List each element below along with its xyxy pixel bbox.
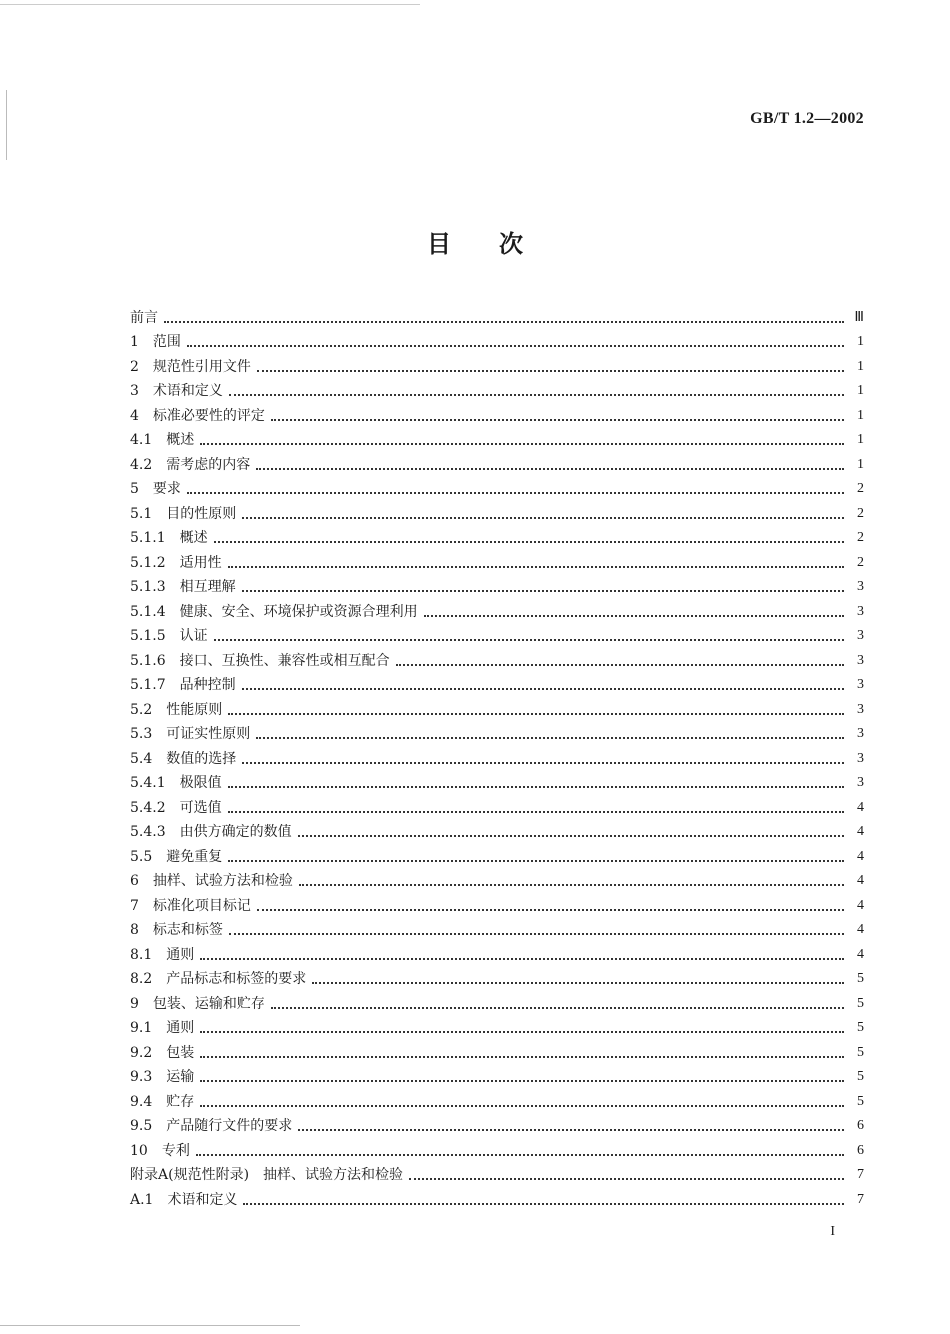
toc-entry-page: 7	[857, 1167, 864, 1182]
toc-entry	[130, 841, 864, 866]
toc-entry	[130, 915, 864, 940]
toc-entry	[130, 1086, 864, 1111]
toc-entry-page: 4	[857, 799, 864, 815]
toc-entry-label: 8.1 通则	[130, 946, 195, 963]
scan-edge-top	[0, 4, 420, 5]
toc-leader-dots	[242, 517, 844, 519]
toc-entry	[130, 351, 864, 376]
toc-entry-label: 7 标准化项目标记	[130, 897, 251, 914]
toc-entry	[130, 890, 864, 915]
toc-entry-page: 4	[857, 873, 864, 888]
scan-edge-left	[6, 90, 9, 160]
toc-entry-page: 4	[857, 848, 864, 864]
toc-entry	[130, 964, 864, 989]
toc-leader-dots	[200, 1080, 844, 1082]
toc-entry-page: 3	[857, 628, 864, 643]
toc-leader-dots	[200, 443, 844, 445]
toc-entry	[130, 449, 864, 474]
toc-entry-label: 5.4 数值的选择	[130, 750, 237, 767]
toc-leader-dots	[257, 370, 844, 372]
toc-entry-label: 10 专利	[130, 1142, 190, 1159]
toc-entry	[130, 1111, 864, 1136]
toc-entry	[130, 1013, 864, 1038]
toc-entry-label: 5.1.6 接口、互换性、兼容性或相互配合	[130, 652, 390, 669]
toc-entry	[130, 1062, 864, 1087]
toc-entry	[130, 425, 864, 450]
toc-entry-label: 2 规范性引用文件	[130, 358, 251, 375]
toc-leader-dots	[409, 1178, 844, 1180]
toc-entry-label: 5.4.3 由供方确定的数值	[130, 824, 292, 840]
toc-entry-page: 6	[857, 1142, 864, 1158]
toc-leader-dots	[228, 566, 844, 568]
toc-entry	[130, 743, 864, 768]
toc-entry-label: 5.3 可证实性原则	[130, 726, 251, 742]
toc-leader-dots	[299, 884, 844, 886]
toc-entry	[130, 621, 864, 646]
toc-entry-label: 6 抽样、试验方法和检验	[130, 873, 293, 889]
toc-entry	[130, 939, 864, 964]
toc-entry	[130, 327, 864, 352]
toc-entry-label: 5.1.2 适用性	[130, 554, 222, 571]
toc-leader-dots	[200, 1056, 844, 1058]
toc-entry	[130, 988, 864, 1013]
toc-entry-page: 1	[857, 456, 864, 472]
toc-leader-dots	[242, 590, 844, 592]
toc-leader-dots	[200, 1105, 844, 1107]
toc-entry-page: 1	[857, 334, 864, 349]
toc-leader-dots	[187, 345, 844, 347]
toc-leader-dots	[228, 811, 844, 813]
toc-entry-page: 4	[857, 946, 864, 962]
toc-entry-page: 1	[857, 358, 864, 374]
toc-entry-page: 5	[857, 971, 864, 986]
document-code: GB/T 1.2—2002	[750, 110, 864, 127]
toc-leader-dots	[200, 958, 844, 960]
toc-entry-label: 5.5 避免重复	[130, 848, 223, 865]
toc-entry-page: 5	[857, 1093, 864, 1109]
scan-edge-bottom	[0, 1325, 300, 1326]
toc-entry-page: 7	[857, 1191, 864, 1207]
toc-leader-dots	[200, 1031, 844, 1033]
toc-entry-page: 2	[857, 481, 864, 496]
toc-entry-label: 9.1 通则	[130, 1020, 195, 1036]
toc-entry-page: 1	[857, 383, 864, 398]
toc-leader-dots	[424, 615, 844, 617]
toc-entry	[130, 1037, 864, 1062]
toc-entry-page: 3	[857, 701, 864, 717]
toc-entry-label: 5.4.2 可选值	[130, 799, 222, 816]
toc-entry-label: 前言	[130, 309, 158, 326]
toc-entry	[130, 1184, 864, 1209]
toc-leader-dots	[164, 321, 844, 323]
toc-entry	[130, 376, 864, 401]
toc-leader-dots	[242, 688, 844, 690]
toc-leader-dots	[228, 786, 844, 788]
toc-entry-label: 5.1.7 品种控制	[130, 677, 236, 693]
toc-entry-page: 4	[857, 824, 864, 839]
toc-leader-dots	[298, 835, 844, 837]
toc-entry-label: 4.1 概述	[130, 432, 195, 448]
toc-entry-page: 5	[857, 1020, 864, 1035]
toc-entry	[130, 719, 864, 744]
toc-leader-dots	[271, 419, 844, 421]
toc-entry	[130, 1135, 864, 1160]
toc-entry-page: 3	[857, 750, 864, 766]
toc-entry-label: 4.2 需考虑的内容	[130, 456, 251, 473]
toc-entry-page: 3	[857, 775, 864, 790]
toc-entry-page: 3	[857, 603, 864, 619]
toc-entry-page: 3	[857, 726, 864, 741]
toc-entry-page: 2	[857, 554, 864, 570]
toc-entry-label: 9.4 贮存	[130, 1093, 195, 1110]
toc-entry-label: 3 术语和定义	[130, 383, 223, 399]
toc-entry	[130, 866, 864, 891]
toc-entry-label: A.1 术语和定义	[130, 1191, 238, 1208]
toc-entry-label: 5.1.1 概述	[130, 530, 208, 546]
toc-leader-dots	[187, 492, 844, 494]
toc-entry-label: 9.5 产品随行文件的要求	[130, 1118, 293, 1134]
toc-entry	[130, 694, 864, 719]
toc-entry-page: 3	[857, 579, 864, 594]
toc-entry	[130, 1160, 864, 1185]
toc-entry-page: 5	[857, 1069, 864, 1084]
toc-entry-page: 1	[857, 407, 864, 423]
toc-entry-label: 5.1.3 相互理解	[130, 579, 236, 595]
toc-entry	[130, 670, 864, 695]
toc-entry-page: 4	[857, 897, 864, 913]
toc-entry-label: 5.2 性能原则	[130, 701, 223, 718]
footer-page-number: I	[830, 1224, 835, 1239]
toc-entry	[130, 400, 864, 425]
toc-entry	[130, 596, 864, 621]
toc-entry	[130, 547, 864, 572]
toc-entry-page: 2	[857, 530, 864, 545]
toc-entry-page: 6	[857, 1118, 864, 1133]
table-of-contents	[130, 302, 864, 1209]
toc-entry-label: 4 标准必要性的评定	[130, 407, 265, 424]
toc-entry-page: 3	[857, 652, 864, 668]
toc-leader-dots	[214, 639, 844, 641]
toc-leader-dots	[229, 933, 844, 935]
toc-entry-label: 5.1.5 认证	[130, 628, 208, 644]
toc-leader-dots	[271, 1007, 844, 1009]
toc-entry-label: 5 要求	[130, 481, 181, 497]
toc-entry-page: 4	[857, 922, 864, 937]
toc-entry-page: 5	[857, 995, 864, 1011]
toc-entry-label: 8 标志和标签	[130, 922, 223, 938]
toc-leader-dots	[242, 762, 844, 764]
toc-leader-dots	[256, 468, 844, 470]
toc-entry-page: 2	[857, 505, 864, 521]
page-title: 目次	[427, 230, 571, 258]
toc-leader-dots	[298, 1129, 844, 1131]
toc-entry	[130, 474, 864, 499]
toc-entry	[130, 572, 864, 597]
toc-entry-label: 9 包装、运输和贮存	[130, 995, 265, 1012]
toc-entry	[130, 498, 864, 523]
toc-entry-page: 3	[857, 677, 864, 692]
toc-entry-label: 附录A(规范性附录) 抽样、试验方法和检验	[130, 1167, 404, 1183]
toc-entry	[130, 645, 864, 670]
toc-leader-dots	[312, 982, 844, 984]
toc-leader-dots	[229, 394, 844, 396]
toc-entry	[130, 817, 864, 842]
toc-entry-label: 9.2 包装	[130, 1044, 195, 1061]
toc-leader-dots	[214, 541, 844, 543]
toc-entry-label: 1 范围	[130, 334, 181, 350]
toc-entry	[130, 523, 864, 548]
toc-entry-label: 8.2 产品标志和标签的要求	[130, 971, 307, 987]
toc-leader-dots	[243, 1203, 844, 1205]
toc-entry-label: 5.1.4 健康、安全、环境保护或资源合理利用	[130, 603, 418, 620]
toc-entry-page: 1	[857, 432, 864, 447]
toc-entry	[130, 792, 864, 817]
toc-leader-dots	[257, 909, 844, 911]
toc-entry-label: 9.3 运输	[130, 1069, 195, 1085]
toc-entry-page: Ⅲ	[854, 309, 864, 325]
toc-entry-label: 5.1 目的性原则	[130, 505, 237, 522]
toc-entry-page: 5	[857, 1044, 864, 1060]
toc-leader-dots	[196, 1154, 844, 1156]
toc-leader-dots	[396, 664, 844, 666]
toc-leader-dots	[228, 713, 844, 715]
toc-leader-dots	[256, 737, 844, 739]
toc-entry	[130, 768, 864, 793]
toc-entry-label: 5.4.1 极限值	[130, 775, 222, 791]
toc-leader-dots	[228, 860, 844, 862]
toc-entry	[130, 302, 864, 327]
